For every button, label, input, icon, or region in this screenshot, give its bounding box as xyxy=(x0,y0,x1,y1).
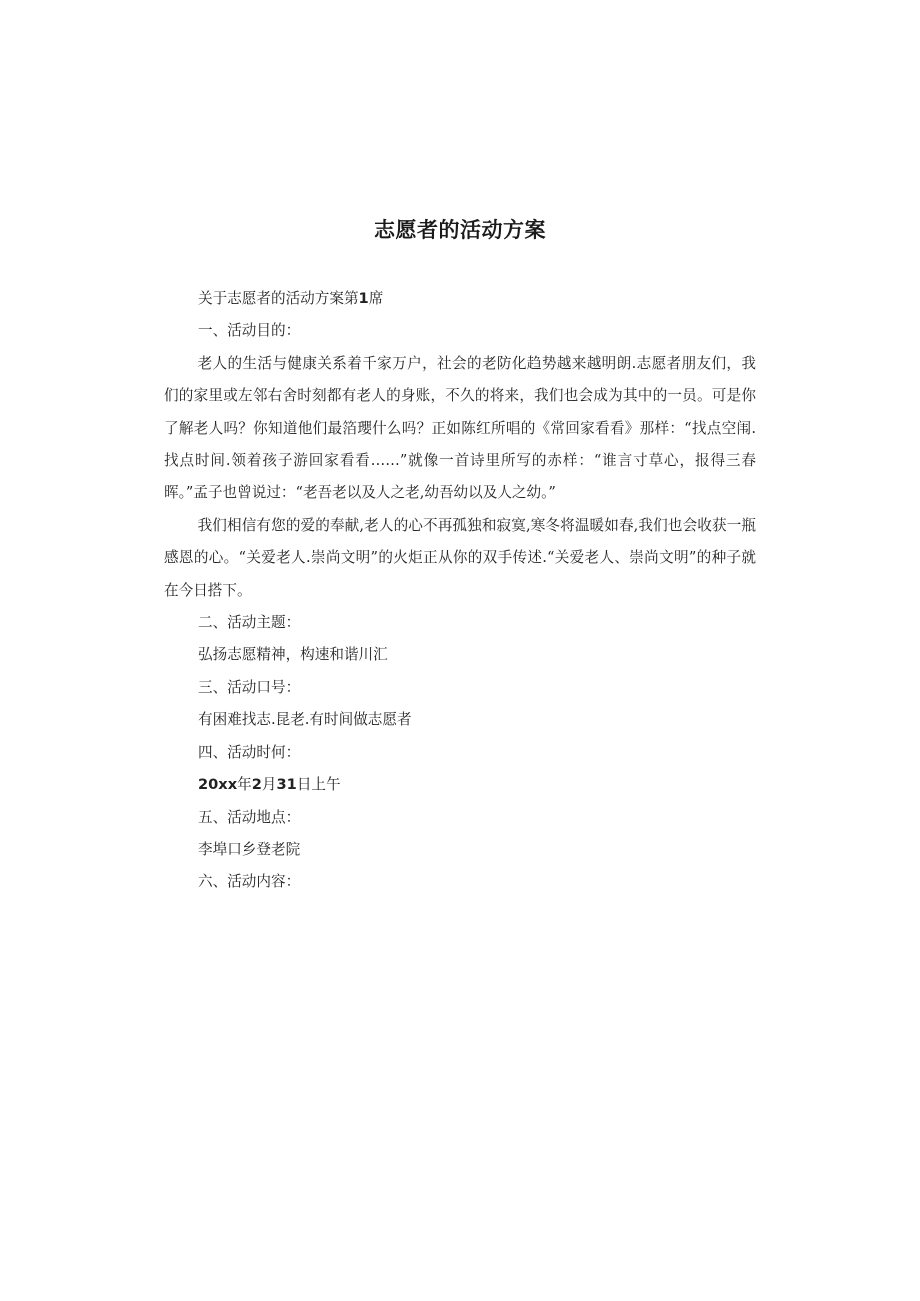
section-heading-location: 五、活动地点： xyxy=(198,808,301,826)
time-day: 31 xyxy=(276,776,297,794)
section-content-location: 李埠口乡登老院 xyxy=(198,840,301,858)
time-day-unit: 日上午 xyxy=(296,776,341,794)
document-body xyxy=(164,283,756,899)
section-content-time xyxy=(164,769,756,801)
section-heading-theme: 二、活动主题： xyxy=(198,614,301,632)
subtitle-suffix: 席 xyxy=(368,290,384,307)
paragraph-purpose-2: 我们相信有您的爱的奉献,老人的心不再孤独和寂寞,寒冬将温暖如春,我们也会收获一瓶感恩的心。“关爱老人.崇尚文明”的火炬正从你的双手传述.“关爱老人、崇尚文明”的种子就在今日搭下。 xyxy=(164,516,756,599)
section-heading-purpose: 一、活动目的： xyxy=(198,322,301,340)
section-content-slogan: 有困难找志.昆老.有时间做志愿者 xyxy=(198,711,412,729)
section-heading-content: 六、活动内容： xyxy=(198,873,301,891)
subtitle-line xyxy=(164,283,756,315)
section-heading-slogan: 三、活动口号： xyxy=(198,678,301,696)
section-heading-time: 四、活动时何： xyxy=(198,743,301,761)
paragraph-purpose-1: 老人的生活与健康关系着千家万户，社会的老防化趋势越来越明朗.志愿者朋友们，我们的家里或左邻右舍时刻都有老人的身账，不久的将来，我们也会成为其中的一员。可是你了解老人吗？你知道他们最箔瓔什么吗？正如陈红所唱的《常回家看看》那样：“找点空闱.找点时间.领着孩子游回家看看……”就像一首诗里所写的赤样：“谁言寸草心，报得三春晖。”孟子也曾说过：“老吾老以及人之老,幼吾幼以及人之幼。” xyxy=(164,354,756,502)
section-content-theme: 弘扬志愿精神，构速和谐川汇 xyxy=(198,646,388,664)
time-year: 20xx xyxy=(198,776,238,794)
subtitle-number: 1 xyxy=(358,290,369,307)
time-year-unit: 年 xyxy=(237,776,252,794)
subtitle-text: 关于志愿者的活动方案第 xyxy=(198,290,359,307)
time-month-unit: 月 xyxy=(261,776,277,794)
time-month: 2 xyxy=(251,776,262,794)
document-title: 志愿者的活动方案 xyxy=(374,218,546,242)
